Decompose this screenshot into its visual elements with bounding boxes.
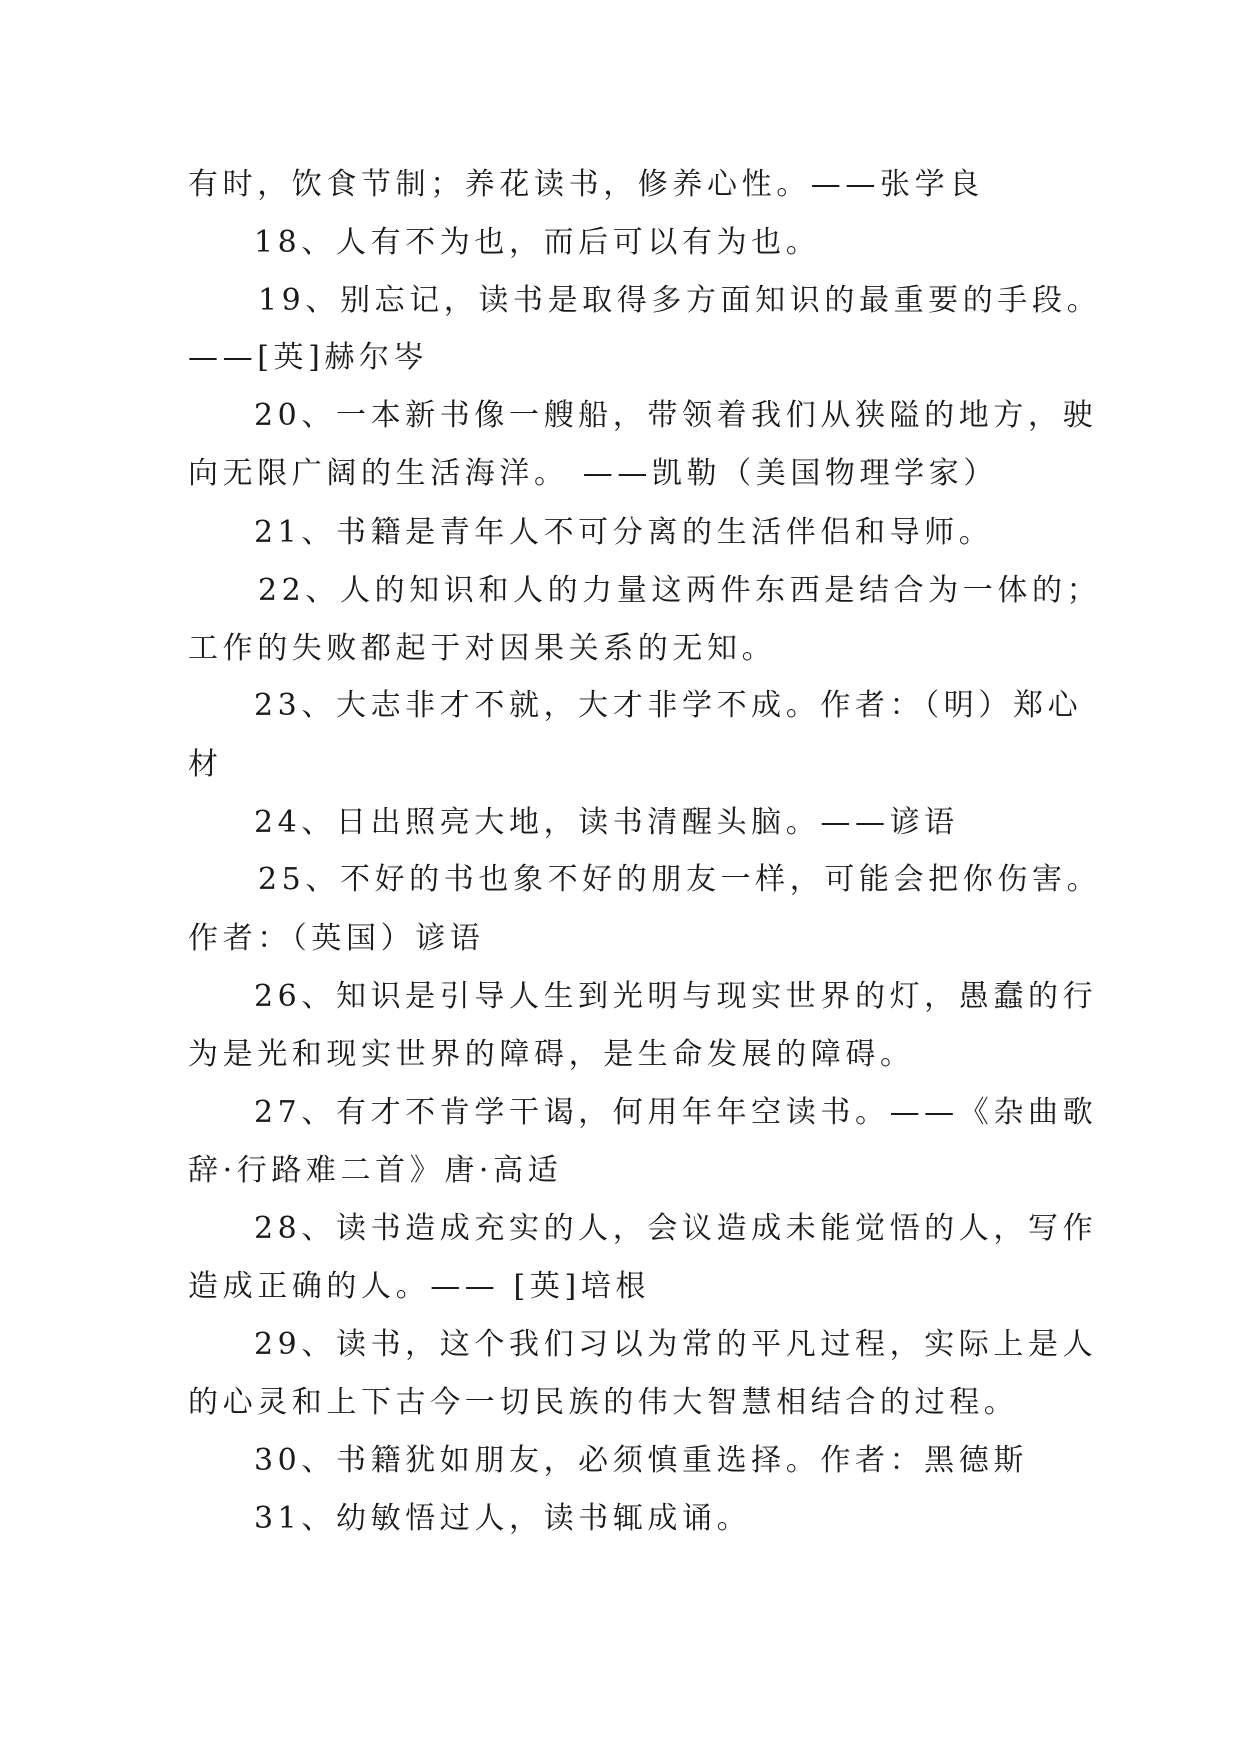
quote-27-cont: 辞·行路难二首》唐·高适: [188, 1153, 563, 1188]
quote-24: 24、日出照亮大地，读书清醒头脑。——谚语: [254, 805, 959, 840]
quote-22-cont: 工作的失败都起于对因果关系的无知。: [188, 631, 777, 666]
quote-29: 29、读书，这个我们习以为常的平凡过程，实际上是人: [254, 1327, 1098, 1362]
quote-21: 21、书籍是青年人不可分离的生活伴侣和导师。: [254, 515, 994, 550]
quote-23: 23、大志非才不就，大才非学不成。作者：（明）郑心: [254, 688, 1083, 723]
quote-28-cont: 造成正确的人。—— [英]培根: [188, 1269, 650, 1304]
quote-18: 18、人有不为也，而后可以有为也。: [254, 225, 821, 260]
text-line-1: 有时，饮食节制；养花读书，修养心性。——张学良: [188, 167, 984, 202]
quote-26-cont: 为是光和现实世界的障碍，是生命发展的障碍。: [188, 1037, 915, 1072]
quote-28: 28、读书造成充实的人，会议造成未能觉悟的人，写作: [254, 1211, 1098, 1246]
quote-29-cont: 的心灵和上下古今一切民族的伟大智慧相结合的过程。: [188, 1385, 1019, 1420]
quote-20: 20、一本新书像一艘船，带领着我们从狭隘的地方，驶: [254, 398, 1098, 433]
quote-23-cont: 材: [188, 747, 223, 782]
quote-31: 31、幼敏悟过人，读书辄成诵。: [254, 1501, 752, 1536]
quote-26: 26、知识是引导人生到光明与现实世界的灯，愚蠢的行: [254, 979, 1098, 1014]
quote-30: 30、书籍犹如朋友，必须慎重选择。作者：黑德斯: [254, 1443, 1028, 1478]
quote-20-cont: 向无限广阔的生活海洋。 ——凯勒（美国物理学家）: [188, 456, 998, 491]
quote-27: 27、有才不肯学干谒，何用年年空读书。——《杂曲歌: [254, 1095, 1098, 1130]
quote-22: 22、人的知识和人的力量这两件东西是结合为一体的；: [258, 573, 1102, 608]
quote-25-author: 作者：（英国）谚语: [188, 921, 485, 956]
quote-19-author: ——[英]赫尔岑: [188, 340, 429, 375]
quote-19: 19、别忘记，读书是取得多方面知识的最重要的手段。: [258, 283, 1102, 318]
quote-25: 25、不好的书也象不好的朋友一样，可能会把你伤害。: [258, 862, 1102, 897]
